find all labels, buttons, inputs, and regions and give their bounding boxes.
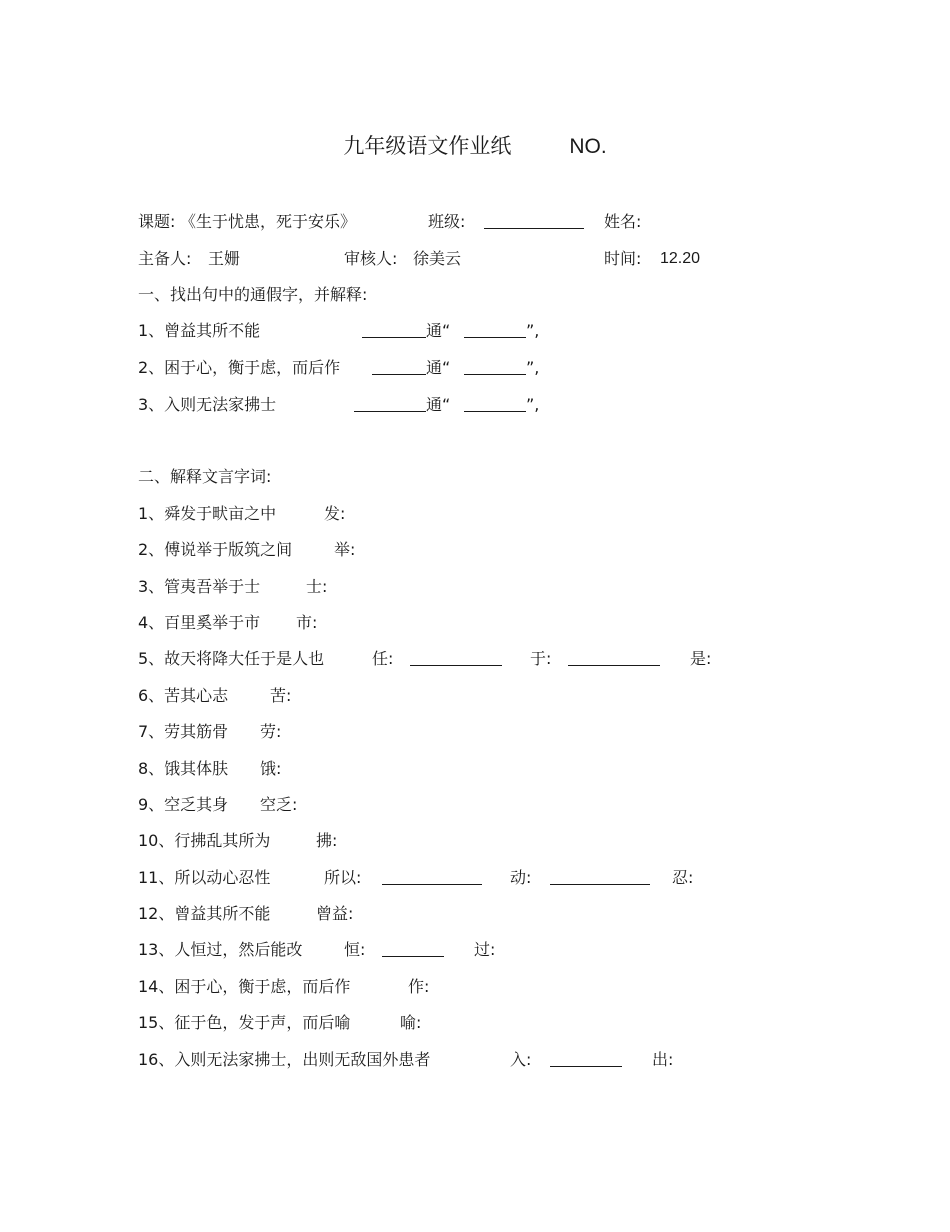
meaning-blank[interactable]	[464, 357, 526, 375]
word-label: 拂:	[316, 831, 338, 850]
word-label: 是:	[690, 649, 712, 668]
tong-label: 通“	[426, 395, 451, 414]
word-label: 所以:	[324, 868, 362, 887]
word-label: 饿:	[260, 759, 282, 778]
tong-label: 通“	[426, 321, 451, 340]
word-label: 恒:	[344, 940, 366, 959]
item-text: 1、舜发于畎亩之中	[138, 504, 277, 523]
topic-label: 课题:	[138, 212, 176, 231]
section1-heading: 一、找出句中的通假字，并解释:	[138, 285, 368, 304]
char-blank[interactable]	[372, 357, 426, 375]
preparer-value: 王姗	[208, 249, 241, 268]
section2-heading: 二、解释文言字词:	[138, 467, 272, 486]
answer-blank[interactable]	[410, 648, 502, 666]
item-text: 3、入则无法家拂士	[138, 395, 277, 414]
answer-blank[interactable]	[568, 648, 660, 666]
item-text: 5、故天将降大任于是人也	[138, 649, 325, 668]
item-text: 11、所以动心忍性	[138, 868, 271, 887]
meaning-blank[interactable]	[464, 394, 526, 412]
answer-blank[interactable]	[382, 867, 482, 885]
word-label: 曾益:	[316, 904, 354, 923]
char-blank[interactable]	[354, 394, 426, 412]
item-text: 2、困于心，衡于虑，而后作	[138, 358, 341, 377]
class-label: 班级:	[428, 212, 466, 231]
word-label: 忍:	[672, 868, 694, 887]
word-label: 发:	[324, 504, 346, 523]
item-text: 13、人恒过，然后能改	[138, 940, 303, 959]
item-text: 14、困于心，衡于虑，而后作	[138, 977, 351, 996]
title-text: 九年级语文作业纸	[343, 134, 512, 158]
preparer-label: 主备人:	[138, 249, 192, 268]
item-text: 4、百里奚举于市	[138, 613, 261, 632]
item-text: 6、苦其心志	[138, 686, 229, 705]
name-label: 姓名:	[604, 212, 642, 231]
char-blank[interactable]	[362, 320, 426, 338]
answer-blank[interactable]	[550, 1049, 622, 1067]
title-number-label: NO.	[569, 135, 607, 158]
close-quote: ”,	[526, 358, 540, 377]
reviewer-value: 徐美云	[413, 249, 462, 268]
word-label: 出:	[652, 1050, 674, 1069]
word-label: 市:	[296, 613, 318, 632]
item-text: 12、曾益其所不能	[138, 904, 271, 923]
item-text: 3、管夷吾举于士	[138, 577, 261, 596]
word-label: 劳:	[260, 722, 282, 741]
answer-blank[interactable]	[550, 867, 650, 885]
item-text: 7、劳其筋骨	[138, 722, 229, 741]
item-text: 8、饿其体肤	[138, 759, 229, 778]
time-value: 12.20	[660, 250, 701, 267]
time-label: 时间:	[604, 249, 642, 268]
word-label: 举:	[334, 540, 356, 559]
answer-blank[interactable]	[382, 939, 444, 957]
word-label: 入:	[510, 1050, 532, 1069]
reviewer-label: 审核人:	[344, 249, 398, 268]
page-title	[0, 130, 950, 160]
item-text: 15、征于色，发于声，而后喻	[138, 1013, 351, 1032]
item-text: 2、傅说举于版筑之间	[138, 540, 293, 559]
meaning-blank[interactable]	[464, 320, 526, 338]
item-text: 16、入则无法家拂士，出则无敌国外患者	[138, 1050, 431, 1069]
word-label: 过:	[474, 940, 496, 959]
word-label: 士:	[306, 577, 328, 596]
topic-value: 《生于忧患，死于安乐》	[180, 212, 357, 231]
word-label: 空乏:	[260, 795, 298, 814]
item-text: 1、曾益其所不能	[138, 321, 261, 340]
word-label: 于:	[530, 649, 552, 668]
word-label: 苦:	[270, 686, 292, 705]
close-quote: ”,	[526, 321, 540, 340]
close-quote: ”,	[526, 395, 540, 414]
item-text: 10、行拂乱其所为	[138, 831, 271, 850]
word-label: 动:	[510, 868, 532, 887]
item-text: 9、空乏其身	[138, 795, 229, 814]
word-label: 任:	[372, 649, 394, 668]
tong-label: 通“	[426, 358, 451, 377]
class-blank[interactable]	[484, 211, 584, 229]
word-label: 喻:	[400, 1013, 422, 1032]
word-label: 作:	[408, 977, 430, 996]
